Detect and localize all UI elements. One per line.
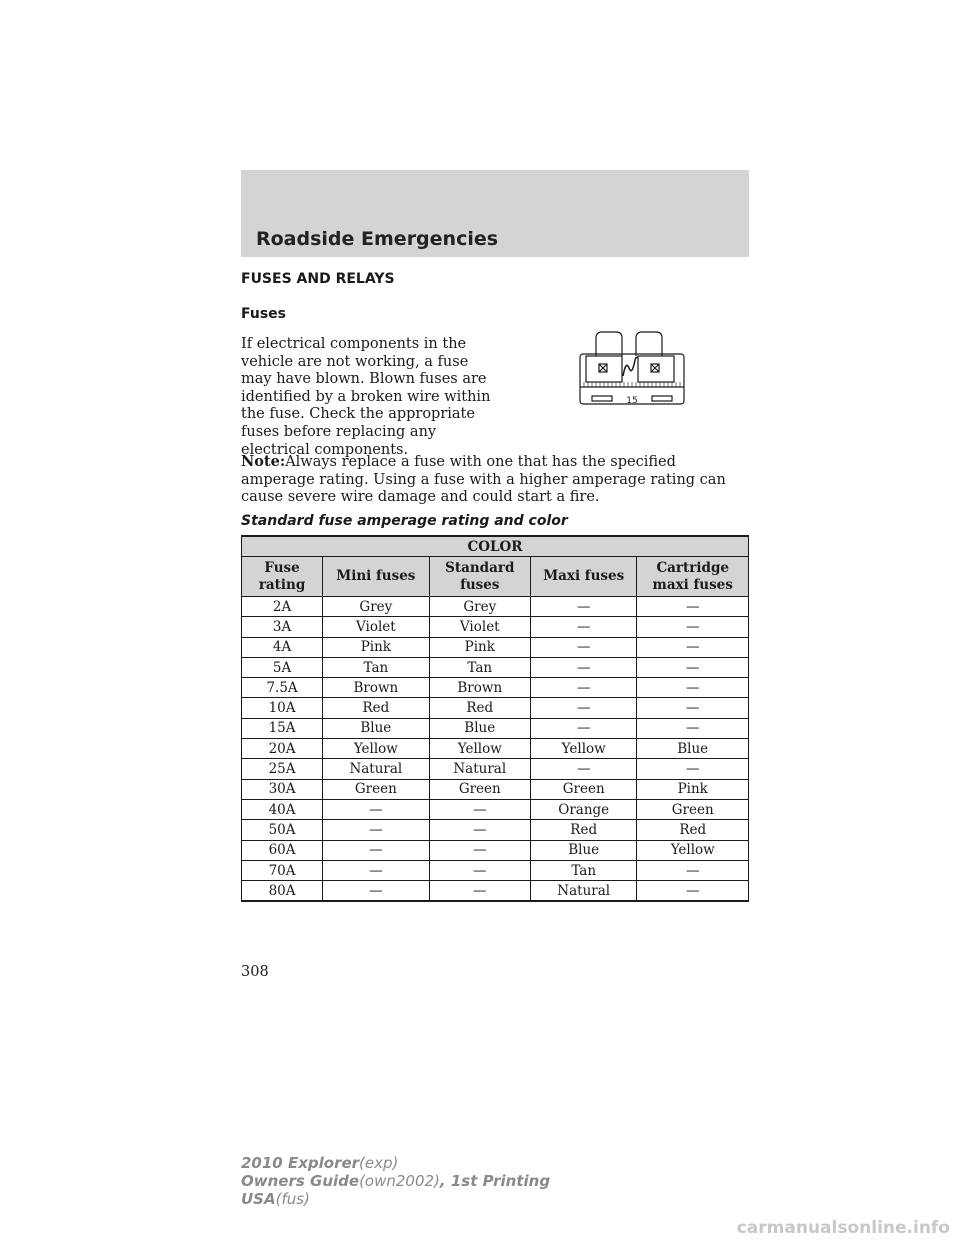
table-cell: 70A: [242, 860, 323, 880]
footer-model: 2010 Explorer: [241, 1154, 360, 1172]
table-cell: 50A: [242, 820, 323, 840]
table-cell: —: [530, 597, 636, 617]
table-cell: Yellow: [530, 739, 636, 759]
table-cell: 40A: [242, 799, 323, 819]
table-cell: Pink: [637, 779, 749, 799]
table-cell: —: [429, 840, 530, 860]
column-header-cartridge-maxi-fuses: Cartridge maxi fuses: [637, 557, 749, 597]
table-cell: 20A: [242, 739, 323, 759]
table-cell: —: [429, 820, 530, 840]
table-caption: Standard fuse amperage rating and color: [241, 513, 568, 529]
table-cell: —: [530, 617, 636, 637]
table-cell: —: [429, 881, 530, 902]
table-cell: Brown: [323, 678, 429, 698]
table-cell: Grey: [429, 597, 530, 617]
table-cell: Red: [530, 820, 636, 840]
table-cell: —: [637, 597, 749, 617]
footer-printing: , 1st Printing: [439, 1172, 551, 1190]
table-cell: Pink: [323, 637, 429, 657]
table-cell: —: [323, 860, 429, 880]
table-cell: Red: [637, 820, 749, 840]
table-cell: Blue: [323, 718, 429, 738]
table-cell: 5A: [242, 657, 323, 677]
table-row: [242, 860, 749, 880]
table-cell: —: [637, 678, 749, 698]
table-row: [242, 759, 749, 779]
table-cell: —: [323, 840, 429, 860]
table-cell: —: [637, 881, 749, 902]
table-row: [242, 617, 749, 637]
table-cell: Green: [530, 779, 636, 799]
table-cell: —: [637, 617, 749, 637]
section-title: FUSES AND RELAYS: [241, 271, 395, 287]
table-row: [242, 820, 749, 840]
column-header-fuse-rating: Fuse rating: [242, 557, 323, 597]
chapter-title: Roadside Emergencies: [256, 228, 499, 250]
table-cell: Orange: [530, 799, 636, 819]
footer-guide-code: (own2002): [359, 1172, 440, 1190]
footer-market-code: (fus): [275, 1190, 310, 1208]
table-cell: Tan: [530, 860, 636, 880]
table-cell: 30A: [242, 779, 323, 799]
table-cell: Tan: [429, 657, 530, 677]
table-row: [242, 698, 749, 718]
table-cell: Green: [429, 779, 530, 799]
table-cell: 3A: [242, 617, 323, 637]
table-cell: Red: [323, 698, 429, 718]
footer-market: USA: [241, 1190, 276, 1208]
table-group-header: COLOR: [242, 536, 749, 557]
table-cell: Grey: [323, 597, 429, 617]
table-row: [242, 657, 749, 677]
table-cell: Blue: [429, 718, 530, 738]
table-row: [242, 637, 749, 657]
table-cell: Blue: [530, 840, 636, 860]
column-header-standard-fuses: Standard fuses: [429, 557, 530, 597]
table-cell: 15A: [242, 718, 323, 738]
fuse-rating-label: 15: [626, 396, 638, 406]
table-cell: —: [530, 759, 636, 779]
table-cell: Yellow: [637, 840, 749, 860]
table-cell: 10A: [242, 698, 323, 718]
table-cell: —: [323, 799, 429, 819]
table-row: [242, 799, 749, 819]
table-cell: —: [530, 678, 636, 698]
intro-paragraph: If electrical components in the vehicle are not working, a fuse may have blown. Blown fuses are identified by a broken wire within the fuse. Check the appropriate fuses before replacing any electrical components.: [241, 336, 491, 458]
fuse-illustration: [576, 330, 696, 414]
table-cell: —: [637, 759, 749, 779]
table-row: [242, 779, 749, 799]
subsection-title: Fuses: [241, 306, 286, 322]
table-row: [242, 739, 749, 759]
table-cell: Green: [637, 799, 749, 819]
table-cell: —: [637, 860, 749, 880]
note-paragraph: [241, 453, 751, 507]
footer-line-1: [241, 1154, 550, 1172]
table-cell: Yellow: [323, 739, 429, 759]
table-cell: —: [637, 657, 749, 677]
note-text: Always replace a fuse with one that has the specified amperage rating. Using a fuse with a higher amperage rating can cause severe wire damage and could start a fire.: [241, 454, 726, 506]
table-cell: —: [637, 698, 749, 718]
table-cell: —: [530, 657, 636, 677]
table-cell: 60A: [242, 840, 323, 860]
table-cell: —: [530, 637, 636, 657]
table-cell: Pink: [429, 637, 530, 657]
footer-line-2: [241, 1172, 550, 1190]
table-cell: —: [530, 698, 636, 718]
table-body: [242, 597, 749, 902]
table-cell: Natural: [323, 759, 429, 779]
table-cell: Blue: [637, 739, 749, 759]
table-cell: Violet: [429, 617, 530, 637]
table-cell: —: [429, 860, 530, 880]
table-cell: 4A: [242, 637, 323, 657]
table-cell: Brown: [429, 678, 530, 698]
table-cell: 25A: [242, 759, 323, 779]
table-cell: —: [323, 881, 429, 902]
table-cell: Natural: [429, 759, 530, 779]
table-cell: —: [323, 820, 429, 840]
table-cell: —: [637, 637, 749, 657]
table-cell: —: [637, 718, 749, 738]
table-cell: 80A: [242, 881, 323, 902]
note-label: Note:: [241, 453, 286, 470]
table-cell: Natural: [530, 881, 636, 902]
column-header-mini-fuses: Mini fuses: [323, 557, 429, 597]
fuse-icon: [576, 330, 696, 410]
column-header-maxi-fuses: Maxi fuses: [530, 557, 636, 597]
footer-guide: Owners Guide: [241, 1172, 360, 1190]
table-cell: Yellow: [429, 739, 530, 759]
table-cell: —: [530, 718, 636, 738]
table-cell: —: [429, 799, 530, 819]
table-row: [242, 840, 749, 860]
table-cell: Red: [429, 698, 530, 718]
table-row: [242, 597, 749, 617]
table-cell: Green: [323, 779, 429, 799]
fuse-color-table: [241, 535, 749, 902]
watermark: carmanualsonline.info: [736, 1218, 950, 1238]
table-cell: 7.5A: [242, 678, 323, 698]
table-cell: Tan: [323, 657, 429, 677]
page-number: 308: [241, 964, 269, 980]
footer: [241, 1154, 550, 1208]
table-cell: Violet: [323, 617, 429, 637]
table-row: [242, 881, 749, 902]
footer-line-3: [241, 1190, 550, 1208]
table-cell: 2A: [242, 597, 323, 617]
footer-model-code: (exp): [359, 1154, 399, 1172]
table-row: [242, 678, 749, 698]
table-row: [242, 718, 749, 738]
